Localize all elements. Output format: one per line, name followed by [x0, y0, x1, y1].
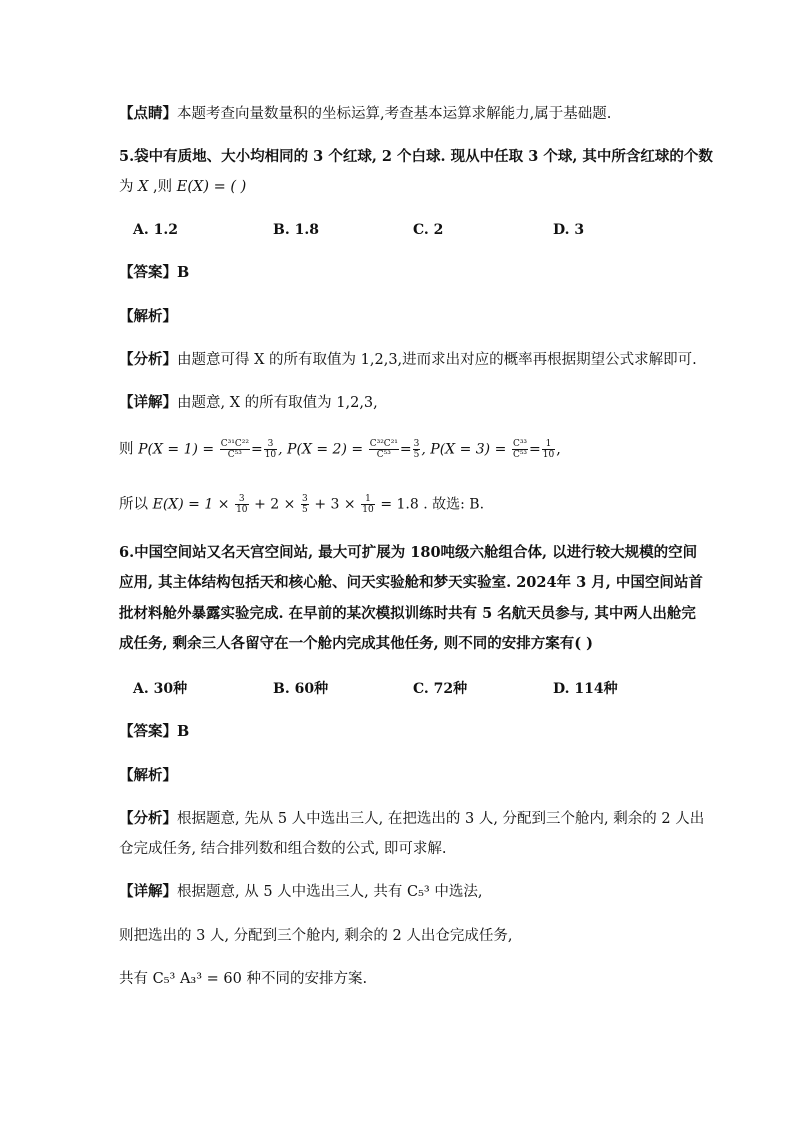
p3-numerator: C³³	[512, 439, 528, 449]
ex-part-a: E(X) = 1 ×	[152, 496, 230, 513]
q5-option-a: A. 1.2	[133, 222, 178, 238]
ex-fraction-1	[235, 494, 248, 515]
p3-end: ,	[556, 441, 561, 458]
ex-part-c: + 3 ×	[314, 496, 356, 513]
q6-option-a: A. 30种	[133, 681, 188, 697]
q5-option-d: D. 3	[553, 222, 585, 238]
q6-stem-line4: 成任务, 剩余三人各留守在一个舱内完成其他任务, 则不同的安排方案有( )	[119, 635, 593, 652]
p3-value-num: 1	[542, 439, 555, 450]
q5-stem-line2	[119, 177, 246, 197]
q6-fenxi-line2: 仓完成任务, 结合排列数和组合数的公式, 即可求解.	[119, 841, 447, 857]
q5-option-b: B. 1.8	[273, 222, 319, 238]
q6-xiangjie-line3: 共有 C₅³ A₃³ = 60 种不同的安排方案.	[119, 971, 368, 987]
note-line	[119, 104, 611, 124]
q5-answer-tag: 【答案】	[119, 264, 177, 281]
q5-line2-prefix: 为	[119, 179, 139, 195]
q6-xiangjie-line2: 则把选出的 3 人, 分配到三个舱内, 剩余的 2 人出仓完成任务,	[119, 928, 513, 944]
p2-denominator: C⁵³	[376, 450, 391, 460]
q5-fenxi-tag: 【分析】	[119, 351, 177, 368]
ex-f2-num: 3	[302, 494, 308, 504]
p3-equals: =	[529, 441, 541, 458]
ex-part-d: = 1.8 . 故选: B.	[380, 496, 485, 513]
q6-xiangjie-tag: 【详解】	[119, 883, 177, 900]
p2-value-num: 3	[413, 439, 420, 449]
ex-f3-num: 1	[361, 494, 374, 505]
q6-analysis-tag: 【解析】	[119, 767, 177, 784]
p1-fraction	[220, 439, 250, 460]
p2-label: , P(X = 2) =	[278, 441, 364, 458]
p1-value	[264, 439, 277, 460]
p2-equals: =	[399, 441, 412, 458]
ex-fraction-3	[361, 494, 374, 515]
q5-expectation-expr: E(X) = ( )	[176, 179, 247, 195]
ex-fraction-2	[301, 494, 309, 515]
q5-stem-line1: 5.袋中有质地、大小均相同的 3 个红球, 2 个白球. 现从中任取 3 个球, 其中所含红球的个数	[119, 148, 713, 165]
q5-option-c: C. 2	[413, 222, 444, 238]
q6-answer-line	[119, 722, 189, 742]
p2-numerator: C³²C²¹	[369, 439, 398, 449]
q6-option-c: C. 72种	[413, 681, 468, 697]
p3-value-den: 10	[542, 450, 555, 460]
q5-var-x: X	[138, 179, 149, 195]
ex-part-b: + 2 ×	[254, 496, 296, 513]
q5-prob-prefix: 则	[119, 441, 139, 458]
p3-label: , P(X = 3) =	[421, 441, 507, 458]
p2-fraction	[369, 439, 399, 460]
ex-f1-num: 3	[235, 494, 248, 505]
q6-option-b: B. 60种	[273, 681, 329, 697]
ex-f1-den: 10	[236, 505, 248, 515]
q5-analysis-tag: 【解析】	[119, 308, 177, 325]
p3-value	[542, 439, 555, 460]
q6-fenxi-line1	[119, 809, 704, 829]
q5-probability-line	[119, 439, 561, 460]
note-tag: 【点睛】	[119, 105, 177, 122]
q5-fenxi-line	[119, 350, 697, 370]
p1-value-num: 3	[264, 439, 277, 450]
q5-expectation-line	[119, 494, 484, 515]
p1-value-den: 10	[264, 450, 277, 460]
q5-answer-line	[119, 263, 189, 283]
q6-stem-line1: 6.中国空间站又名天宫空间站, 最大可扩展为 180吨级六舱组合体, 以进行较大规模的空间	[119, 544, 698, 561]
q6-fenxi-tag: 【分析】	[119, 810, 177, 827]
q6-xiangjie-text1: 根据题意, 从 5 人中选出三人, 共有 C₅³ 中选法,	[177, 884, 483, 900]
q6-stem-line3: 批材料舱外暴露实验完成. 在早前的某次模拟训练时共有 5 名航天员参与, 其中两人出舱完	[119, 605, 696, 622]
q5-xiangjie-line	[119, 393, 378, 413]
q6-fenxi-text1: 根据题意, 先从 5 人中选出三人, 在把选出的 3 人, 分配到三个舱内, 剩余的 2 人出	[177, 811, 705, 827]
ex-f2-den: 5	[302, 505, 308, 515]
p3-denominator: C⁵³	[512, 450, 528, 460]
q5-line2-mid: ,则	[148, 179, 177, 195]
p1-denominator: C⁵³	[227, 450, 242, 460]
p1-equals: =	[250, 441, 263, 458]
q6-option-d: D. 114种	[553, 681, 618, 697]
ex-f3-den: 10	[362, 505, 374, 515]
q5-xiangjie-tag: 【详解】	[119, 394, 177, 411]
q6-stem-line2: 应用, 其主体结构包括天和核心舱、问天实验舱和梦天实验室. 2024年 3 月, 中国空间站首	[119, 574, 703, 591]
p1-numerator: C³¹C²²	[220, 439, 249, 449]
p2-value-den: 5	[413, 450, 420, 460]
p1-label: P(X = 1) =	[138, 441, 215, 458]
q6-answer-value: B	[177, 723, 190, 740]
ex-prefix: 所以	[119, 496, 153, 513]
q6-answer-tag: 【答案】	[119, 723, 177, 740]
q6-xiangjie-line1	[119, 882, 482, 902]
note-text: 本题考查向量数量积的坐标运算,考查基本运算求解能力,属于基础题.	[177, 106, 612, 122]
p2-value	[413, 439, 421, 460]
q5-answer-value: B	[177, 264, 190, 281]
q5-xiangjie-text: 由题意, X 的所有取值为 1,2,3,	[177, 395, 378, 411]
p3-fraction	[512, 439, 528, 460]
q5-fenxi-text: 由题意可得 X 的所有取值为 1,2,3,进而求出对应的概率再根据期望公式求解即可.	[177, 352, 697, 368]
